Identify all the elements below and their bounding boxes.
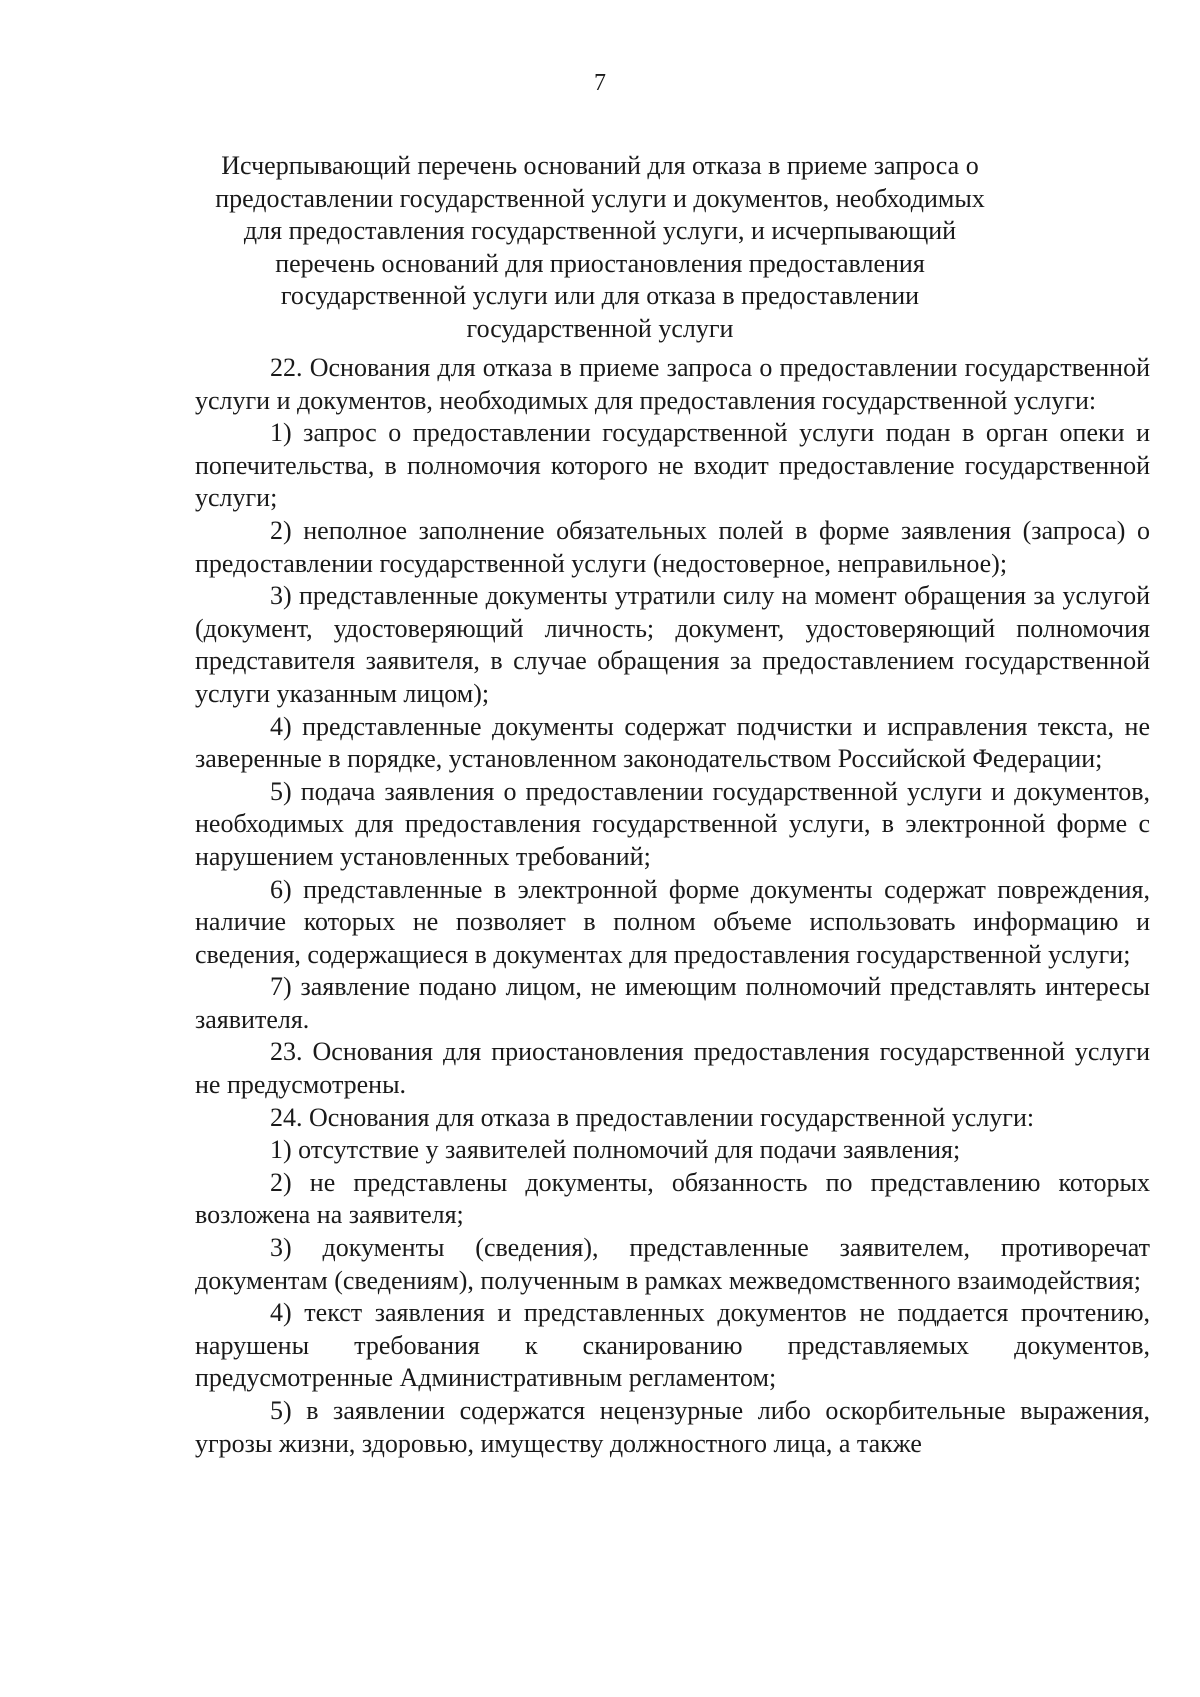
paragraph-24: 24. Основания для отказа в предоставлении государственной услуги: (270, 1102, 1035, 1132)
paragraph-22-item-5: 5) подача заявления о предоставлении государственной услуги и документов, необходимых для предоставления государственной услуги, в электронной форме с нарушением установленных требований; (195, 776, 1150, 871)
paragraph-24-item-1: 1) отсутствие у заявителей полномочий для подачи заявления; (270, 1135, 961, 1165)
paragraph-22-item-3: 3) представленные документы утратили силу на момент обращения за услугой (документ, удостоверяющий личность; документ, удостоверяющий полномочия представителя заявителя, в случае обращения за предоставлением государственной услуги указанным лицом); (195, 581, 1150, 708)
paragraph-24-item-5: 5) в заявлении содержатся нецензурные либо оскорбительные выражения, угрозы жизни, здоровью, имуществу должностного лица, а также (195, 1396, 1150, 1458)
paragraph-24-item-2: 2) не представлены документы, обязанность по представлению которых возложена на заявителя; (195, 1167, 1150, 1230)
paragraph-22-item-6: 6) представленные в электронной форме документы содержат повреждения, наличие которых не позволяет в полном объеме использовать информацию и сведения, содержащиеся в документах для предоставления государственной услуги; (195, 874, 1150, 969)
paragraph-23: 23. Основания для приостановления предоставления государственной услуги не предусмотрены. (195, 1037, 1150, 1100)
paragraph-22-item-7: 7) заявление подано лицом, не имеющим полномочий представлять интересы заявителя. (195, 972, 1150, 1034)
paragraph-22: 22. Основания для отказа в приеме запроса о предоставлении государственной услуги и документов, необходимых для предоставления государственной услуги: (195, 353, 1150, 415)
paragraph-22-item-1: 1) запрос о предоставлении государственной услуги подан в орган опеки и попечительства, в полномочия которого не входит предоставление государственной услуги; (195, 418, 1150, 513)
paragraph-22-item-2: 2) неполное заполнение обязательных полей в форме заявления (запроса) о предоставлении государственной услуги (недостоверное, неправильное); (195, 515, 1150, 578)
paragraph-22-item-4: 4) представленные документы содержат подчистки и исправления текста, не заверенные в порядке, установленном законодательством Российской Федерации; (195, 711, 1150, 774)
paragraph-24-item-4: 4) текст заявления и представленных документов не поддается прочтению, нарушены требования к сканированию представляемых документов, предусмотренные Административным регламентом; (195, 1298, 1150, 1393)
document-body (195, 352, 1150, 1460)
paragraph-24-item-3: 3) документы (сведения), представленные заявителем, противоречат документам (сведениям), полученным в рамках межведомственного взаимодействия; (195, 1233, 1150, 1295)
section-title: Исчерпывающий перечень оснований для отказа в приеме запроса о предоставлении государственной услуги и документов, необходимых для предоставления государственной услуги, и исчерпывающий перечень оснований для приостановления предоставления государственной услуги или для отказа в предоставлении государственной услуги (215, 151, 985, 343)
page-number: 7 (594, 70, 606, 96)
